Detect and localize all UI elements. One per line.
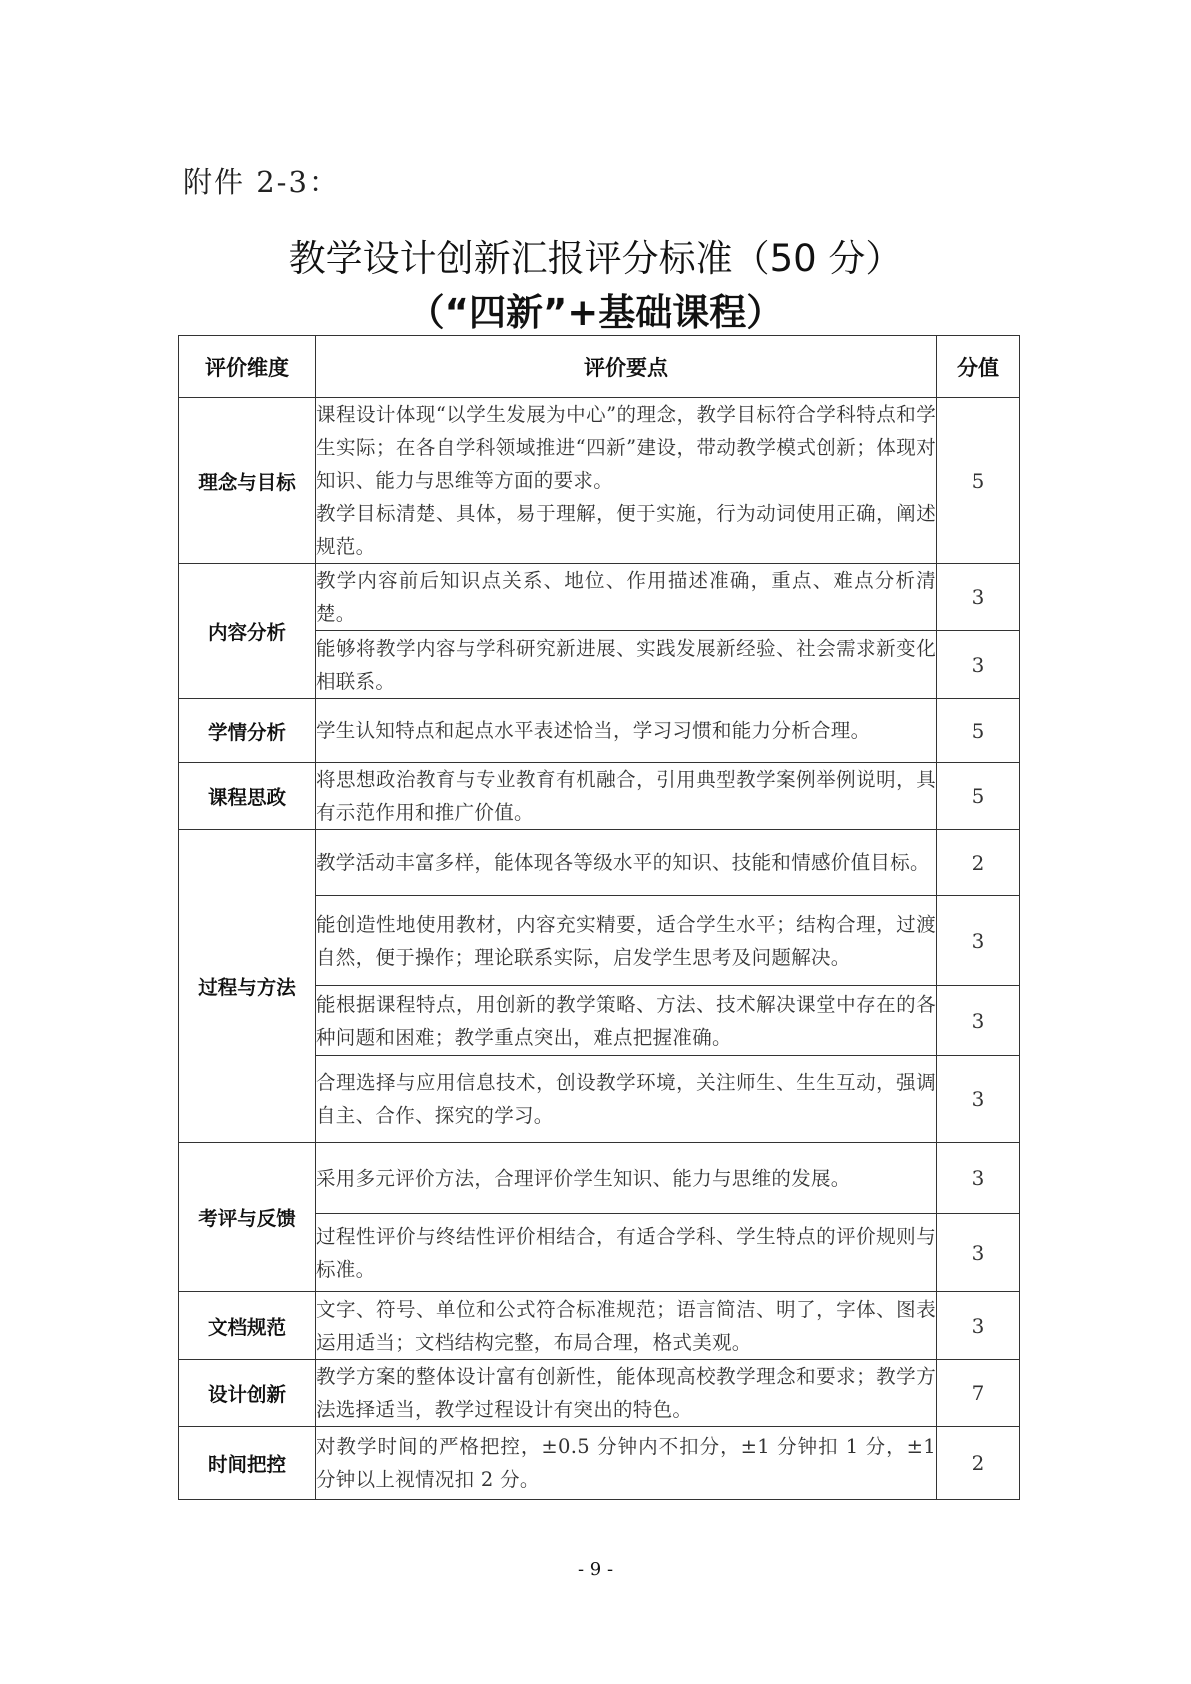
- criteria-cell: [316, 699, 937, 763]
- criteria-text: 学生认知特点和起点水平表述恰当，学习习惯和能力分析合理。: [316, 719, 871, 742]
- dimension-cell: 学情分析: [179, 699, 316, 763]
- score-cell: 3: [937, 986, 1020, 1056]
- criteria-text: 文字、符号、单位和公式符合标准规范；语言简洁、明了，字体、图表运用适当；文档结构完整，布局合理，格式美观。: [316, 1297, 936, 1354]
- criteria-cell: [316, 896, 937, 986]
- criteria-cell: [316, 830, 937, 896]
- document-subtitle: （“四新”+基础课程）: [407, 291, 784, 334]
- dimension-cell: 设计创新: [179, 1360, 316, 1427]
- dimension-cell: 文档规范: [179, 1292, 316, 1360]
- criteria-text: 教学内容前后知识点关系、地位、作用描述准确，重点、难点分析清楚。: [316, 569, 936, 625]
- criteria-cell: [316, 1292, 937, 1360]
- criteria-cell: [316, 564, 937, 631]
- header-points: 评价要点: [316, 336, 937, 398]
- table-row: [179, 1360, 1020, 1427]
- criteria-text: 教学方案的整体设计富有创新性，能体现高校教学理念和要求；教学方法选择适当，教学过程设计有突出的特色。: [316, 1365, 936, 1421]
- criteria-cell: [316, 398, 937, 564]
- score-cell: 3: [937, 564, 1020, 631]
- dimension-cell: 考评与反馈: [179, 1143, 316, 1292]
- table-row: [179, 1427, 1020, 1500]
- document-title: 教学设计创新汇报评分标准（50 分）: [288, 237, 903, 280]
- criteria-text: 采用多元评价方法，合理评价学生知识、能力与思维的发展。: [316, 1166, 851, 1190]
- table-body: [179, 398, 1020, 1500]
- score-cell: 5: [937, 699, 1020, 763]
- score-cell: 5: [937, 763, 1020, 830]
- score-cell: 7: [937, 1360, 1020, 1427]
- score-cell: 3: [937, 631, 1020, 699]
- criteria-text: 将思想政治教育与专业教育有机融合，引用典型教学案例举例说明，具有示范作用和推广价值。: [316, 768, 936, 824]
- dimension-cell: 内容分析: [179, 564, 316, 699]
- score-cell: 2: [937, 1427, 1020, 1500]
- dimension-cell: 课程思政: [179, 763, 316, 830]
- criteria-cell: [316, 1056, 937, 1143]
- criteria-text: 能够将教学内容与学科研究新进展、实践发展新经验、社会需求新变化相联系。: [316, 636, 936, 693]
- criteria-cell: [316, 631, 937, 699]
- score-cell: 3: [937, 1056, 1020, 1143]
- header-score: 分值: [937, 336, 1020, 398]
- table-row: [179, 564, 1020, 631]
- table-row: [179, 1143, 1020, 1214]
- dimension-cell: 理念与目标: [179, 398, 316, 564]
- criteria-cell: [316, 986, 937, 1056]
- attachment-label: 附件 2-3：: [183, 165, 340, 199]
- criteria-cell: [316, 1360, 937, 1427]
- score-cell: 2: [937, 830, 1020, 896]
- criteria-text: 能创造性地使用教材，内容充实精要，适合学生水平；结构合理，过渡自然，便于操作；理论联系实际，启发学生思考及问题解决。: [316, 912, 936, 969]
- criteria-text: 过程性评价与终结性评价相结合，有适合学科、学生特点的评价规则与标准。: [316, 1224, 936, 1281]
- criteria-text: 对教学时间的严格把控，±0.5 分钟内不扣分，±1 分钟扣 1 分，±1 分钟以上视情况扣 2 分。: [316, 1435, 936, 1491]
- dimension-cell: 过程与方法: [179, 830, 316, 1143]
- criteria-cell: [316, 1214, 937, 1292]
- criteria-cell: [316, 763, 937, 830]
- table-header-row: [179, 336, 1020, 398]
- table-row: [179, 699, 1020, 763]
- criteria-text: 能根据课程特点，用创新的教学策略、方法、技术解决课堂中存在的各种问题和困难；教学重点突出，难点把握准确。: [316, 992, 936, 1049]
- header-dimension: 评价维度: [179, 336, 316, 398]
- page-number: - 9 -: [577, 1559, 614, 1580]
- table-row: [179, 1292, 1020, 1360]
- criteria-text: 合理选择与应用信息技术，创设教学环境，关注师生、生生互动，强调自主、合作、探究的学习。: [316, 1071, 936, 1127]
- score-cell: 3: [937, 1292, 1020, 1360]
- criteria-cell: [316, 1143, 937, 1214]
- dimension-cell: 时间把控: [179, 1427, 316, 1500]
- score-cell: 3: [937, 1214, 1020, 1292]
- table-row: [179, 763, 1020, 830]
- score-cell: 5: [937, 398, 1020, 564]
- criteria-cell: [316, 1427, 937, 1500]
- table-row: [179, 830, 1020, 896]
- criteria-text: 课程设计体现“以学生发展为中心”的理念，教学目标符合学科特点和学生实际；在各自学科领域推进“四新”建设，带动教学模式创新；体现对知识、能力与思维等方面的要求。: [316, 403, 936, 492]
- table-row: [179, 398, 1020, 564]
- criteria-text: 教学活动丰富多样，能体现各等级水平的知识、技能和情感价值目标。: [316, 851, 930, 874]
- criteria-text: 教学目标清楚、具体，易于理解，便于实施，行为动词使用正确，阐述规范。: [316, 502, 936, 558]
- score-cell: 3: [937, 896, 1020, 986]
- scoring-criteria-table: [178, 335, 1020, 1500]
- score-cell: 3: [937, 1143, 1020, 1214]
